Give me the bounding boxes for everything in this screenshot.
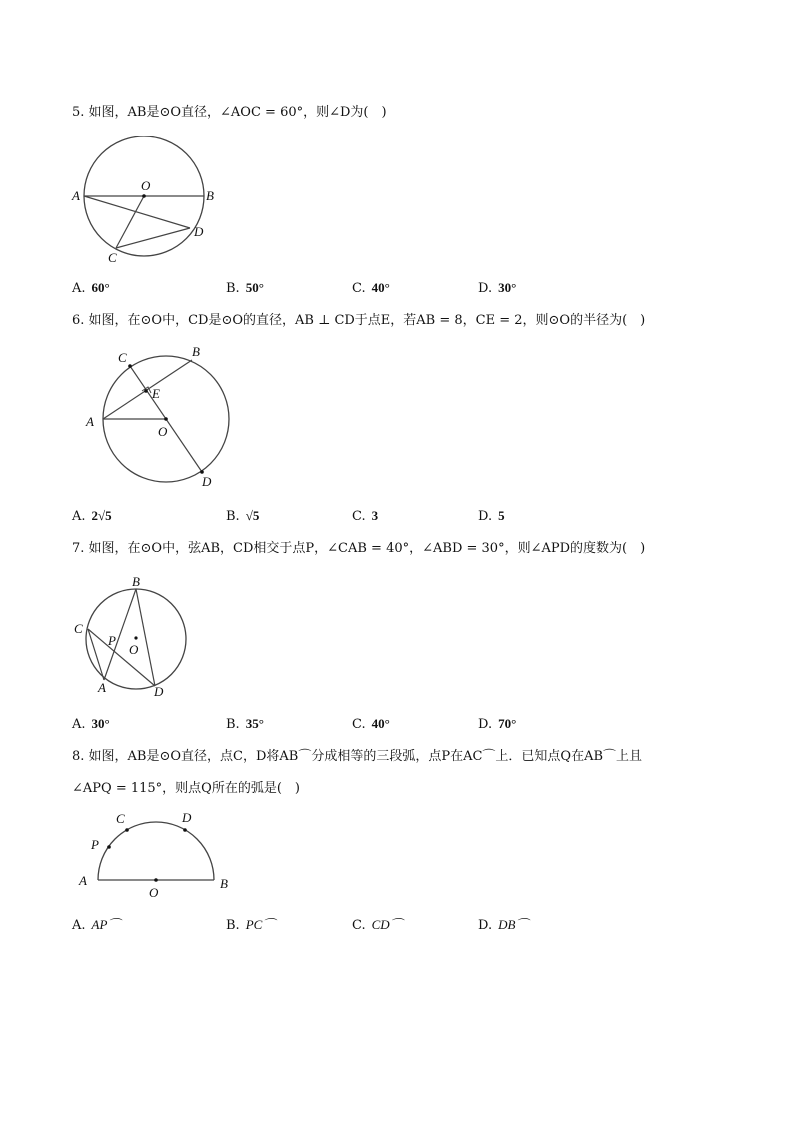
q6-option-c[interactable]: C. 3 [352,508,379,524]
q8-label-b: B [220,876,228,891]
q7-label-c: C [74,621,83,636]
q7-label-p: P [108,633,116,648]
question-6-figure [80,340,240,495]
q7-option-a[interactable]: A. 30° [72,716,110,732]
question-7-options [72,716,732,734]
q8-label-d: D [182,810,192,825]
q8-option-b[interactable]: B. PC⌒ [226,917,276,933]
question-5-options [72,280,732,298]
q8-option-c[interactable]: C. CD⌒ [352,917,403,933]
question-6-stem: 6. 如图，在⊙O中，CD是⊙O的直径，AB ⊥ CD于点E，若AB = 8，CE = 2，则⊙O的半径为( ) [72,313,646,328]
question-8-options [72,914,732,932]
q6-option-b[interactable]: B. √5 [226,508,260,524]
q8-option-a[interactable]: A. AP⌒ [72,917,121,933]
q7-label-a: A [98,680,106,695]
q8-label-c: C [116,811,125,826]
q5-option-a[interactable]: A. 60° [72,280,110,296]
q7-label-b: B [132,574,140,589]
q5-label-o: O [141,178,151,193]
q8-label-p: P [91,837,99,852]
q8-option-d[interactable]: D. DB⌒ [478,917,529,933]
q6-label-o: O [158,424,168,439]
q8-label-o: O [149,885,159,900]
question-7-figure [66,572,196,702]
q6-label-c: C [118,350,127,365]
q8-label-a: A [79,873,87,888]
q7-option-b[interactable]: B. 35° [226,716,264,732]
q5-option-d[interactable]: D. 30° [478,280,517,296]
q5-label-b: B [206,188,214,203]
q7-option-c[interactable]: C. 40° [352,716,390,732]
question-8-figure [74,806,244,902]
q7-label-d: D [154,684,164,699]
q5-option-c[interactable]: C. 40° [352,280,390,296]
q6-label-d: D [202,474,212,489]
question-7-stem: 7. 如图，在⊙O中，弦AB，CD相交于点P，∠CAB = 40°，∠ABD = 30°，则∠APD的度数为( ) [72,541,646,556]
q6-label-a: A [86,414,94,429]
question-5-stem: 5. 如图，AB是⊙O直径，∠AOC = 60°，则∠D为( ) [72,105,387,120]
q6-label-b: B [192,344,200,359]
q5-option-b[interactable]: B. 50° [226,280,264,296]
q6-option-a[interactable]: A. 2√5 [72,508,112,524]
question-8-stem-line1: 8. 如图，AB是⊙O直径，点C，D将AB⌒分成相等的三段弧，点P在AC⌒上．已知点Q在AB⌒上且 [72,749,643,764]
q7-label-o: O [129,642,139,657]
q5-label-c: C [108,250,117,265]
question-5-figure [66,136,236,266]
question-8-stem-line2: ∠APQ = 115°，则点Q所在的弧是( ) [72,781,300,796]
q5-label-a: A [72,188,80,203]
question-6-options [72,508,732,526]
q6-option-d[interactable]: D. 5 [478,508,505,524]
q5-label-d: D [194,224,204,239]
q6-label-e: E [152,386,160,401]
q7-option-d[interactable]: D. 70° [478,716,517,732]
